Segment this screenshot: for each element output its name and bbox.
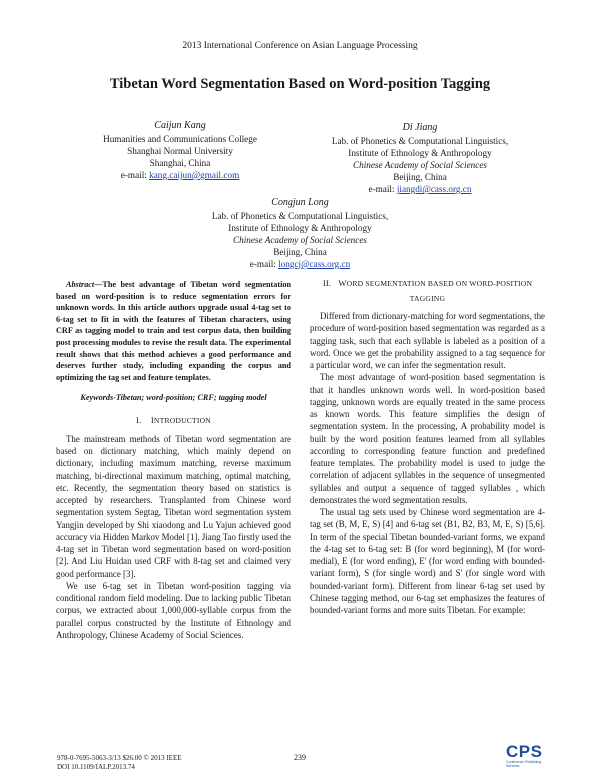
affiliation-line: Shanghai, China xyxy=(149,158,211,168)
section-title-rest: ORD SEGMENTATION BASED ON WORD-POSITION xyxy=(346,279,533,288)
abstract-label: Abstract xyxy=(66,280,95,289)
isbn-line: 978-0-7695-5063-3/13 $26.00 © 2013 IEEE xyxy=(57,754,182,762)
abstract xyxy=(56,279,291,383)
logo-subtitle: Conference Publishing Services xyxy=(506,760,542,768)
affiliation-line: Chinese Academy of Social Sciences xyxy=(232,235,368,245)
affiliation-line: Lab. of Phonetics & Computational Linguistics, xyxy=(211,211,389,221)
email-line xyxy=(55,169,305,181)
page-number: 239 xyxy=(294,753,306,762)
keywords: Keywords-Tibetan; word-position; CRF; tagging model xyxy=(80,393,267,403)
doi-line: DOI 10.1109/IALP.2013.74 xyxy=(57,763,135,771)
section-title-line2: TAGGING xyxy=(409,294,446,303)
author-name: Caijun Kang xyxy=(154,120,206,131)
section-number: I. xyxy=(136,414,142,425)
affiliation-line: Institute of Ethnology & Anthropology xyxy=(348,148,492,158)
paragraph: Differed from dictionary-matching for word segmentations, the procedure of word-position based segmentation was regarded as a tagging task, such that each syllable is labeled as a position of a word. Once we get the probability assigned to a tag sequence for a particular word, we can infer the segmentation result. xyxy=(310,311,545,370)
left-column xyxy=(56,279,291,641)
section-title-initial: W xyxy=(338,278,347,288)
email-prefix: e-mail: xyxy=(120,170,150,180)
abstract-dash: — xyxy=(94,280,103,289)
cps-logo xyxy=(506,743,554,771)
email-line xyxy=(175,258,425,270)
logo-text: CPS xyxy=(506,742,543,761)
abstract-text: The best advantage of Tibetan word segmentation based on word-position is to reduce segmentation errors for unknown words. In this article authors upgrade usual 4-tag set to 6-tag set to fit in with the features of Tibetan characters, using CRF as tagging model to train and test corpus data, then building post processing modules to revise the result data. The experimental result shows that this method achieves a good performance and deserves further study, including expanding the corpus and optimizing the tag set and feature templates. xyxy=(56,280,291,382)
affiliation-line: Humanities and Communications College xyxy=(103,134,257,144)
paragraph: The most advantage of word-position based segmentation is that it handles unknown words well. In word-position based tagging, unknown words are equally treated in the same process as known words. This feature simplifies the design of segmentation system. In the processing, A probability model is built by the word position features learned from all syllables according to corresponding feature function and predefined feature templates. The probability model is used to judge the correlation of adjacent syllables in the sequence of unsegmented syllables and output a sequence of tagged syllables , which demonstrates the word segmentation results. xyxy=(310,372,545,505)
section-title-initial: I xyxy=(150,414,154,425)
email-link[interactable]: jiangdi@cass.org.cn xyxy=(396,184,472,194)
email-prefix: e-mail: xyxy=(249,259,279,269)
email-prefix: e-mail: xyxy=(368,184,397,194)
section-heading-word-segmentation xyxy=(310,276,545,306)
affiliation-line: Chinese Academy of Social Sciences xyxy=(352,160,488,170)
email-link[interactable]: kang.caijun@gmail.com xyxy=(149,170,240,180)
email-link[interactable]: longcj@cass.org.cn xyxy=(278,259,351,269)
author-block-1 xyxy=(55,120,305,181)
affiliation-line: Institute of Ethnology & Anthropology xyxy=(228,223,372,233)
affiliation-line: Lab. of Phonetics & Computational Linguistics, xyxy=(331,136,509,146)
paper-title: Tibetan Word Segmentation Based on Word-position Tagging xyxy=(109,76,491,92)
section-title-rest: NTRODUCTION xyxy=(153,415,211,425)
affiliation-line: Beijing, China xyxy=(273,247,327,257)
conference-header: 2013 International Conference on Asian Language Processing xyxy=(182,41,418,51)
email-line xyxy=(295,183,545,195)
author-name: Congjun Long xyxy=(271,197,329,208)
right-column xyxy=(310,276,545,616)
author-block-3 xyxy=(175,197,425,270)
section-number: II. xyxy=(322,278,332,288)
paragraph: The usual tag sets used by Chinese word segmentation are 4-tag set (B, M, E, S) [4] and 6-tag set (B1, B2, B3, M, E, S) [5,6]. In term of the special Tibetan bounded-variant forms, we expand the 4-tag set to 6-tag set: B (for word beginning), M (for word-medial), E (for word ending), E' (for word ending with bounded-variant form), S (for single word) and S' (for single word with bounded-variant form). Different from linear 6-tag set used by Chinese tagging method, our 6-tag set emphasizes the features of bounded-variant forms and more suits Tibetan. For example: xyxy=(310,507,545,615)
paragraph: We use 6-tag set in Tibetan word-position tagging via conditional random field modeling. Due to lacking public Tibetan corpus, we extracted about 1,000,000-syllable corpus from the parallel corpus constructed by the Institute of Ethnology and Anthropology, Chinese Academy of Social Sciences. xyxy=(56,580,291,640)
affiliation-line: Shanghai Normal University xyxy=(127,146,233,156)
author-block-2 xyxy=(295,122,545,195)
section-heading-introduction xyxy=(56,414,291,427)
affiliation-line: Beijing, China xyxy=(393,172,447,182)
paragraph: The mainstream methods of Tibetan word segmentation are based on dictionary matching, which mainly depend on dictionary, including maximum matching, reverse maximum matching, bi-directional maximum matching, optimal matching, etc. Recently, the segmentation theory based on statistics is accepted by researchers. Transplanted from Chinese word segmentation system Segtag, Tibetan word segmentation system Yangjin developed by Shi xiaodong and Lu Yajun achieved good accuracy via Hidden Markov Model [1]. Jiang Tao firstly used the 4-tag set in Tibetan word segmentation based on word-position [2]. And Liu Huidan used CRF with 8-tag set and claimed very good performance [3]. xyxy=(56,433,291,579)
author-name: Di Jiang xyxy=(402,122,438,133)
